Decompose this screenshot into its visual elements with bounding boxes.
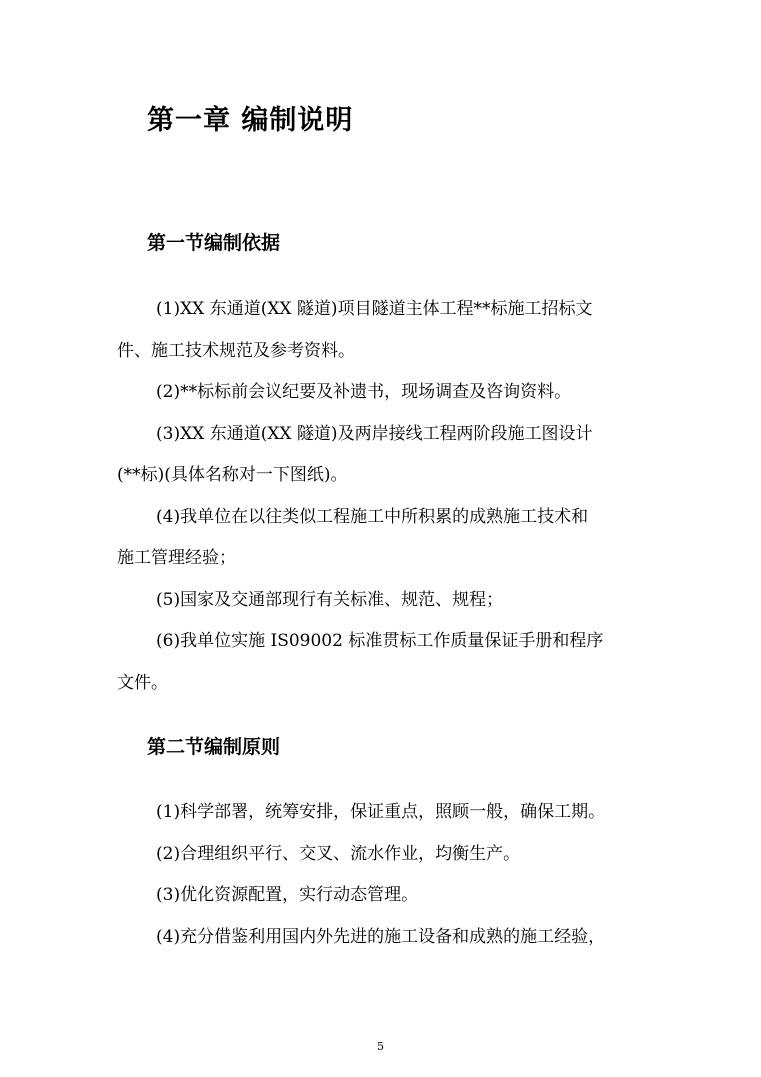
basis-item-1-line-2: 件、施工技术规范及参考资料。 — [117, 341, 355, 361]
basis-item-6-line-2: 文件。 — [117, 673, 168, 693]
basis-item-1-line-1: (1)XX 东通道(XX 隧道)项目隧道主体工程**标施工招标文 — [156, 299, 593, 319]
principle-item-1: (1)科学部署，统筹安排，保证重点，照顾一般，确保工期。 — [156, 802, 606, 822]
section-title-basis: 第一节编制依据 — [147, 232, 281, 254]
page-number: 5 — [377, 1040, 384, 1053]
basis-item-4-line-1: (4)我单位在以往类似工程施工中所积累的成熟施工技术和 — [156, 507, 589, 527]
principle-item-4: (4)充分借鉴利用国内外先进的施工设备和成熟的施工经验， — [156, 927, 606, 947]
principle-item-2: (2)合理组织平行、交叉、流水作业，均衡生产。 — [156, 844, 521, 864]
basis-item-3-line-1: (3)XX 东通道(XX 隧道)及两岸接线工程两阶段施工图设计 — [156, 424, 593, 444]
basis-item-5: (5)国家及交通部现行有关标准、规范、规程； — [156, 590, 504, 610]
basis-item-6-line-1: (6)我单位实施 IS09002 标准贯标工作质量保证手册和程序 — [156, 631, 604, 651]
principle-item-3: (3)优化资源配置，实行动态管理。 — [156, 885, 419, 905]
basis-item-4-line-2: 施工管理经验； — [117, 548, 236, 568]
section-title-principles: 第二节编制原则 — [147, 736, 281, 758]
basis-item-3-line-2: (**标)(具体名称对一下图纸)。 — [117, 465, 348, 485]
basis-item-2: (2)**标标前会议纪要及补遗书，现场调查及咨询资料。 — [156, 382, 572, 402]
chapter-title: 第一章 编制说明 — [147, 105, 354, 136]
